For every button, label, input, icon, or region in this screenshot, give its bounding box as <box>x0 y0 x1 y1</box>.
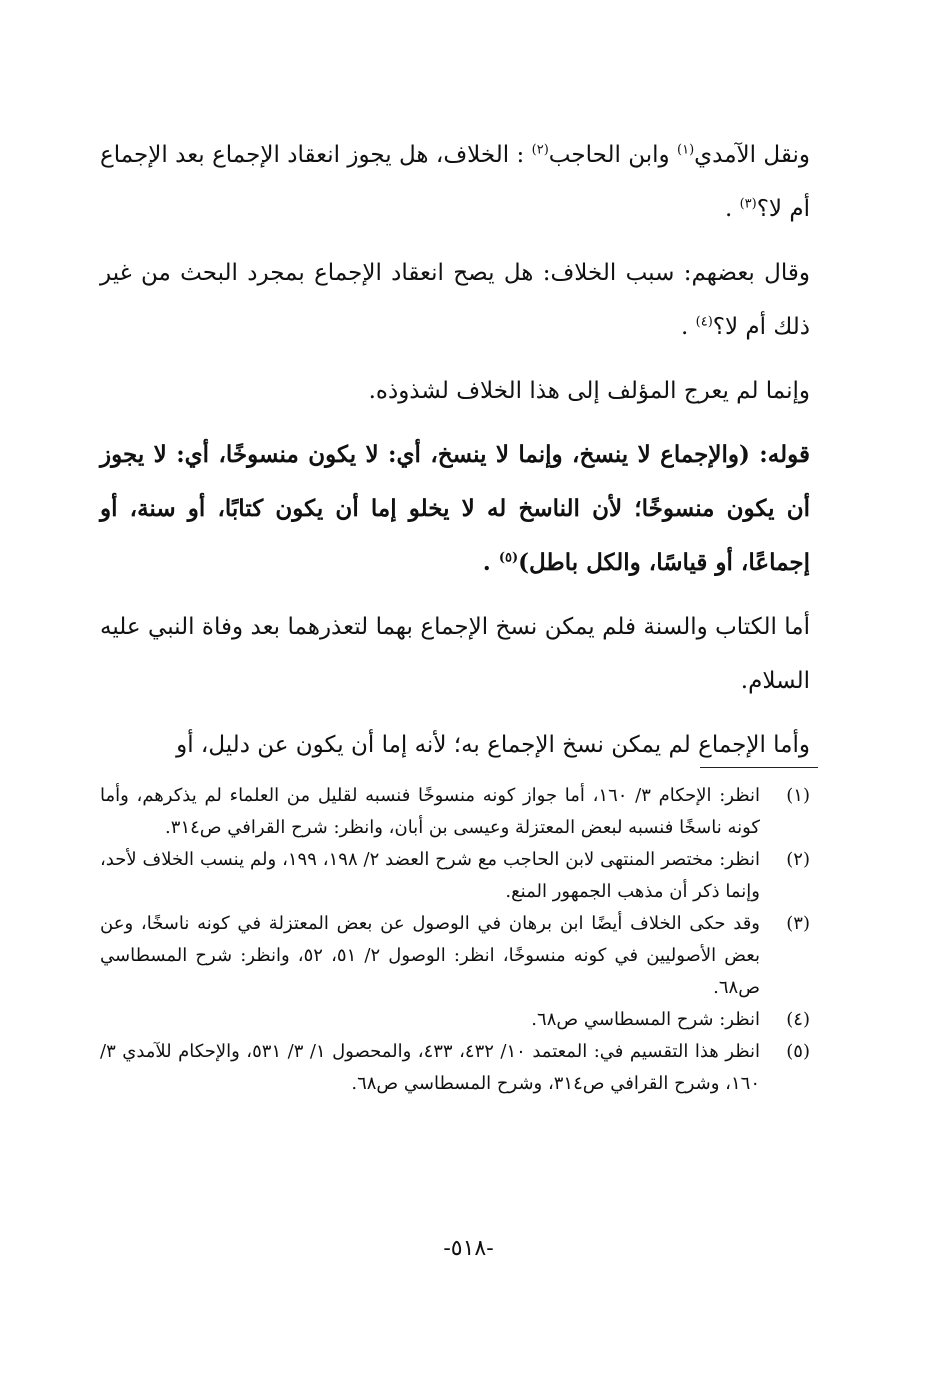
footnote-text: انظر هذا التقسيم في: المعتمد ١٠/ ٤٣٢، ٤٣٣، والمحصول ١/ ٣/ ٥٣١، والإحكام للآمدي ٣/ ١٦٠، وشرح القرافي ص٣١٤، وشرح المسطاسي ص٦٨. <box>100 1041 760 1094</box>
paragraph-5: أما الكتاب والسنة فلم يمكن نسخ الإجماع بهما لتعذرهما بعد وفاة النبي عليه السلام. <box>100 614 810 694</box>
footnote-5 <box>100 1036 810 1100</box>
main-text <box>100 128 810 782</box>
footnote-1 <box>100 780 810 844</box>
footnote-text: انظر: شرح المسطاسي ص٦٨. <box>531 1009 760 1030</box>
footnote-number: (٢) <box>786 849 810 870</box>
footnote-number: (٥) <box>786 1041 810 1062</box>
paragraph-1: ونقل الآمدي$^{(١)}$ وابن الحاجب$^{(٢)}$ : الخلاف، هل يجوز انعقاد الإجماع بعد الإجماع أم لا؟$^{(٣)}$ . <box>100 142 810 222</box>
paragraph-6: وأما الإجماع لم يمكن نسخ الإجماع به؛ لأنه إما أن يكون عن دليل، أو <box>176 732 810 758</box>
footnote-number: (٤) <box>786 1009 810 1030</box>
paragraph-3: وإنما لم يعرج المؤلف إلى هذا الخلاف لشذوذه. <box>368 378 810 404</box>
footnote-separator <box>700 767 818 768</box>
footnote-text: انظر: مختصر المنتهى لابن الحاجب مع شرح العضد ٢/ ١٩٨، ١٩٩، ولم ينسب الخلاف لأحد، وإنما ذكر أن مذهب الجمهور المنع. <box>100 849 760 902</box>
footnote-3 <box>100 908 810 1004</box>
footnote-4 <box>100 1004 810 1036</box>
footnote-text: انظر: الإحكام ٣/ ١٦٠، أما جواز كونه منسوخًا فنسبه لقليل من العلماء لم يذكرهم، وأما كونه ناسخًا فنسبه لبعض المعتزلة وعيسى بن أبان، وانظر: شرح القرافي ص٣١٤. <box>100 785 761 838</box>
footnote-2 <box>100 844 810 908</box>
footnote-number: (١) <box>786 785 810 806</box>
paragraph-2: وقال بعضهم: سبب الخلاف: هل يصح انعقاد الإجماع بمجرد البحث من غير ذلك أم لا؟$^{(٤)}$ . <box>100 260 810 340</box>
footnote-text: وقد حكى الخلاف أيضًا ابن برهان في الوصول عن بعض المعتزلة في كونه ناسخًا، وعن بعض الأصوليين في كونه منسوخًا، انظر: الوصول ٢/ ٥١، ٥٢، وانظر: شرح المسطاسي ص٦٨. <box>100 913 761 998</box>
paragraph-quote: قوله: (والإجماع لا ينسخ، وإنما لا ينسخ، أي: لا يكون منسوخًا، أي: لا يجوز أن يكون منسوخًا؛ لأن الناسخ له لا يخلو إما أن يكون كتابًا، أو سنة، أو إجماعًا، أو قياسًا، والكل باطل)$^{(٥)}$ . <box>100 441 810 576</box>
footnotes <box>100 780 810 1100</box>
page-number: -٥١٨- <box>443 1236 494 1261</box>
footnote-number: (٣) <box>786 913 810 934</box>
